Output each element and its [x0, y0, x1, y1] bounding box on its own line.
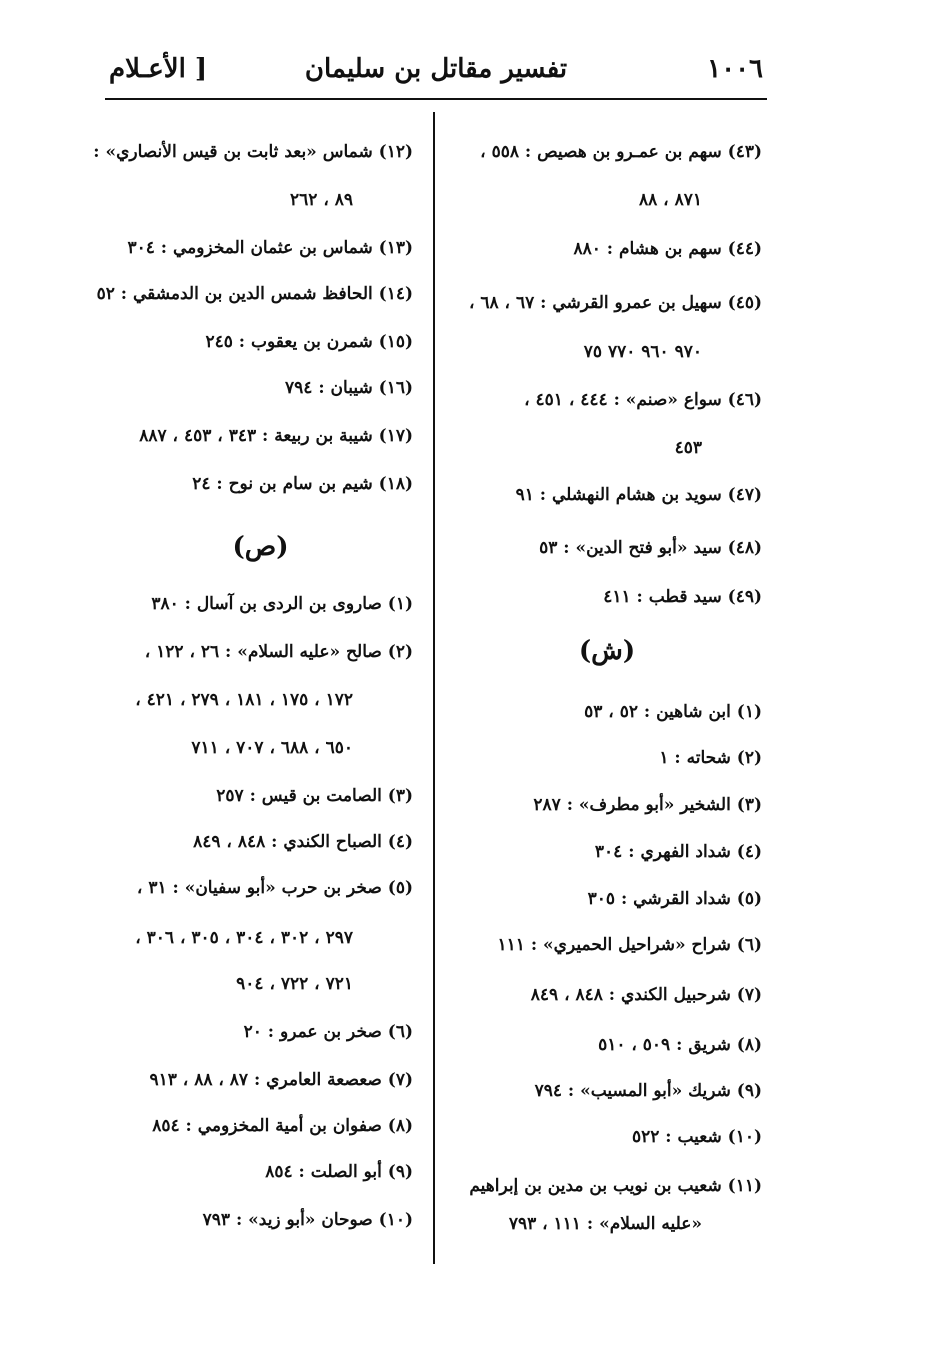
- index-entry: (٤٥) سهيل بن عمرو القرشي : ٦٧ ، ٦٨ ،: [468, 293, 762, 313]
- index-entry: (٧) شرحبيل الكندي : ٨٤٨ ، ٨٤٩: [530, 985, 762, 1005]
- index-entry: (١١) شعيب بن نويب بن مدين بن إبراهيم: [469, 1176, 762, 1196]
- section-title: [ الأعـلام: [109, 54, 208, 84]
- index-entry: (٤) شداد الفهري : ٣٠٤: [594, 842, 762, 862]
- index-entry: (٩) أبو الصلت : ٨٥٤: [265, 1162, 413, 1182]
- index-entry: (٣) الصامت بن قيس : ٢٥٧: [216, 786, 413, 806]
- index-entry: (٥) شداد القرشي : ٣٠٥: [587, 889, 762, 909]
- index-entry: (٦) صخر بن عمرو : ٢٠: [243, 1022, 413, 1042]
- page-header: [105, 48, 767, 100]
- index-entry: (١) ابن شاهين : ٥٢ ، ٥٣: [584, 702, 762, 722]
- column-divider: [433, 112, 435, 1264]
- index-entry: (١٢) شماس «بعد ثابت بن قيس الأنصاري» :: [93, 142, 413, 162]
- index-entry-continuation: ٩٧٠ ٩٦٠ ٧٧٠ ٧٥: [583, 342, 702, 362]
- index-entry: (١٤) الحافظ شمس الدين بن الدمشقي : ٥٢: [96, 284, 413, 304]
- page-number: ١٠٠٦: [707, 54, 763, 84]
- index-entry: (٤٣) سهم بن عمـرو بن هصيص : ٥٥٨ ،: [480, 142, 762, 162]
- index-entry: (١) صاروى بن الردى بن آسال : ٣٨٠: [151, 594, 413, 614]
- book-title: تفسير مقاتل بن سليمان: [304, 54, 568, 84]
- index-entry: (٤٦) سواع «صنم» : ٤٤٤ ، ٤٥١ ،: [524, 390, 762, 410]
- index-entry: (٦) شراح «شراحيل الحميري» : ١١١: [497, 935, 762, 955]
- index-entry-continuation: «عليه السلام» : ١١١ ، ٧٩٣: [508, 1214, 702, 1234]
- index-entry: (٨) شريق : ٥٠٩ ، ٥١٠: [598, 1035, 762, 1055]
- index-entry: (١٥) شمرن بن يعقوب : ٢٤٥: [205, 332, 413, 352]
- index-entry-continuation: ١٧٢ ، ١٧٥ ، ١٨١ ، ٢٧٩ ، ٤٢١ ،: [135, 690, 353, 710]
- index-entry: (٧) صعصعة العامري : ٨٧ ، ٨٨ ، ٩١٣: [149, 1070, 413, 1090]
- index-entry: (٨) صفوان بن أمية المخزومي : ٨٥٤: [152, 1116, 413, 1136]
- index-entry: (٤٧) سويد بن هشام النهشلي : ٩١: [515, 485, 762, 505]
- index-entry-continuation: ٦٥٠ ، ٦٨٨ ، ٧٠٧ ، ٧١١: [191, 738, 353, 758]
- index-entry-continuation: ٨٧١ ، ٨٨: [639, 190, 702, 210]
- letter-heading-shin: (ش): [578, 636, 636, 666]
- index-entry: (٢) صالح «عليه السلام» : ٢٦ ، ١٢٢ ،: [144, 642, 413, 662]
- index-entry: (١٠) صوحان «أبو زيد» : ٧٩٣: [202, 1210, 413, 1230]
- index-entry-continuation: ٧٢١ ، ٧٢٢ ، ٩٠٤: [236, 974, 353, 994]
- index-entry: (٩) شريك «أبو المسيب» : ٧٩٤: [534, 1081, 762, 1101]
- index-entry: (٣) الشخير «أبو مطرف» : ٢٨٧: [533, 795, 762, 815]
- index-entry: (٢) شحاته : ١: [659, 748, 762, 768]
- index-entry: (٤) الصباح الكندي : ٨٤٨ ، ٨٤٩: [193, 832, 413, 852]
- index-entry: (٤٤) سهم بن هشام : ٨٨٠: [573, 239, 762, 259]
- index-entry: (١٧) شيبة بن ربيعة : ٣٤٣ ، ٤٥٣ ، ٨٨٧: [139, 426, 413, 446]
- index-entry: (٤٨) سيد «أبو فتح الدين» : ٥٣: [539, 538, 762, 558]
- index-entry: (٤٩) سيد قطب : ٤١١: [603, 587, 762, 607]
- index-entry: (١٦) شيبان : ٧٩٤: [285, 378, 413, 398]
- index-entry: (١٨) شيم بن سام بن نوح : ٢٤: [192, 474, 413, 494]
- index-entry-continuation: ٢٩٧ ، ٣٠٢ ، ٣٠٤ ، ٣٠٥ ، ٣٠٦ ،: [135, 928, 353, 948]
- letter-heading-sad: (ص): [232, 532, 289, 562]
- index-entry: (١٠) شعيب : ٥٢٢: [631, 1127, 762, 1147]
- index-entry: (١٣) شماس بن عثمان المخزومي : ٣٠٤: [127, 238, 413, 258]
- index-entry-continuation: ٤٥٣: [674, 438, 702, 458]
- index-entry: (٥) صخر بن حرب «أبو سفيان» : ٣١ ،: [136, 878, 413, 898]
- index-entry-continuation: ٨٩ ، ٢٦٢: [290, 190, 353, 210]
